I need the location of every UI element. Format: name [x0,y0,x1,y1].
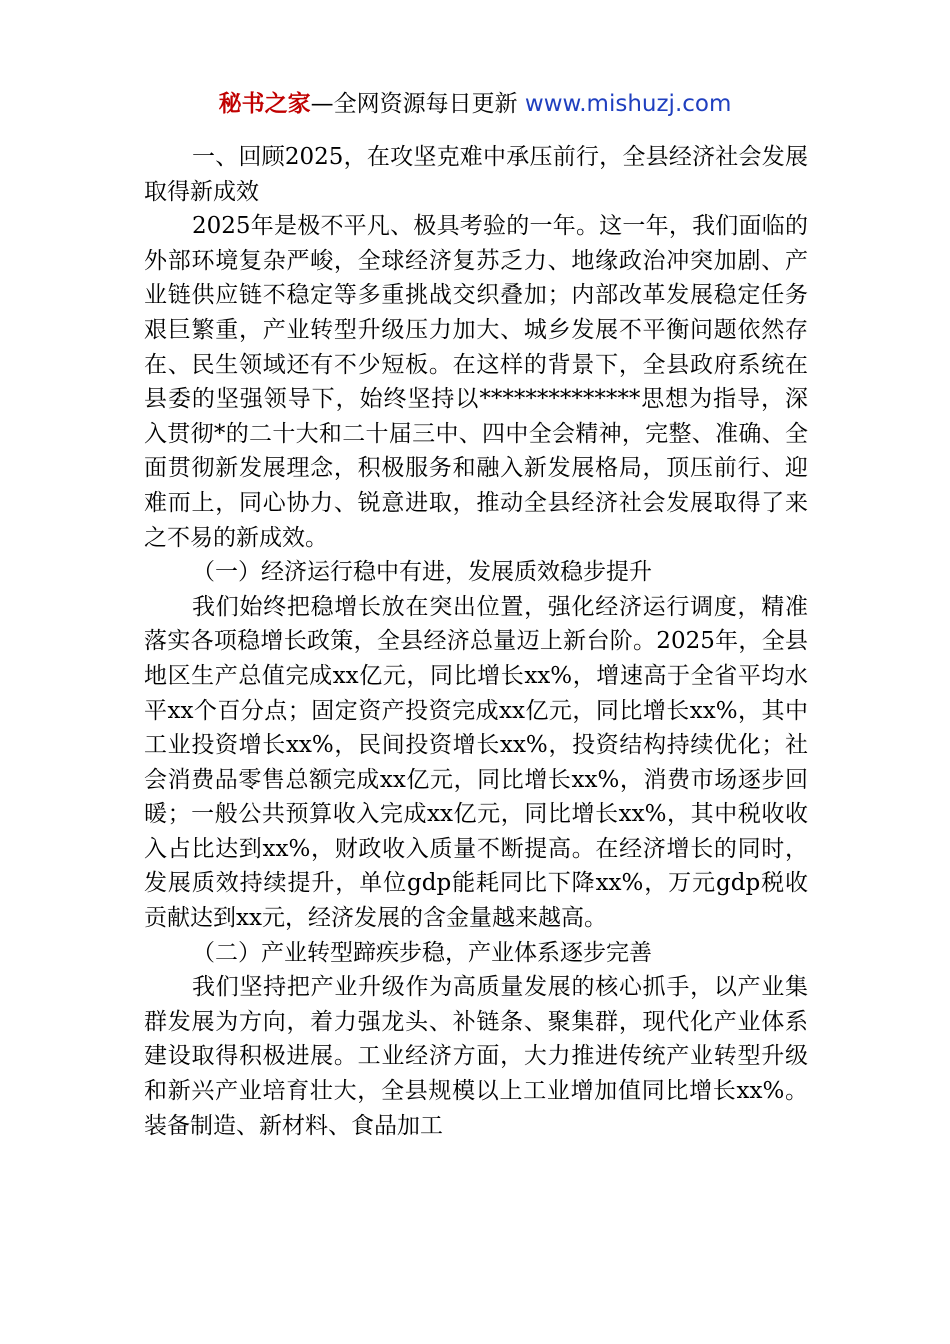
site-url-link[interactable]: www.mishuzj.com [524,91,732,117]
subsection-heading: （一）经济运行稳中有进，发展质效稳步提升 [192,559,652,586]
body-paragraph: 我们坚持把产业升级作为高质量发展的核心抓手，以产业集群发展为方向，着力强龙头、补链条、聚集群，现代化产业体系建设取得积极进展。工业经济方面，大力推进传统产业转型升级和新兴产业培育壮大，全县规模以上工业增加值同比增长xx%。装备制造、新材料、食品加工 [144,974,808,1139]
site-tagline: —全网资源每日更新 [310,91,525,117]
subsection-heading: （二）产业转型蹄疾步稳，产业体系逐步完善 [192,939,652,966]
document-body [144,140,808,1143]
body-paragraph: 我们始终把稳增长放在突出位置，强化经济运行调度，精准落实各项稳增长政策，全县经济总量迈上新台阶。2025年，全县地区生产总值完成xx亿元，同比增长xx%，增速高于全省平均水平xx个百分点；固定资产投资完成xx亿元，同比增长xx%，其中工业投资增长xx%，民间投资增长xx%，投资结构持续优化；社会消费品零售总额完成xx亿元，同比增长xx%，消费市场逐步回暖；一般公共预算收入完成xx亿元，同比增长xx%，其中税收收入占比达到xx%，财政收入质量不断提高。在经济增长的同时，发展质效持续提升，单位gdp能耗同比下降xx%，万元gdp税收贡献达到xx元，经济发展的含金量越来越高。 [144,593,808,932]
section-heading: 一、回顾2025，在攻坚克难中承压前行，全县经济社会发展取得新成效 [144,144,808,205]
body-paragraph: 2025年是极不平凡、极具考验的一年。这一年，我们面临的外部环境复杂严峻，全球经济复苏乏力、地缘政治冲突加剧、产业链供应链不稳定等多重挑战交织叠加；内部改革发展稳定任务艰巨繁重，产业转型升级压力加大、城乡发展不平衡问题依然存在、民生领域还有不少短板。在这样的背景下，全县政府系统在县委的坚强领导下，始终坚持以**************思想为指导，深入贯彻*的二十大和二十届三中、四中全会精神，完整、准确、全面贯彻新发展理念，积极服务和融入新发展格局，顶压前行、迎难而上，同心协力、锐意进取，推动全县经济社会发展取得了来之不易的新成效。 [144,213,808,551]
brand-name: 秘书之家 [218,91,311,117]
site-header [0,86,950,122]
